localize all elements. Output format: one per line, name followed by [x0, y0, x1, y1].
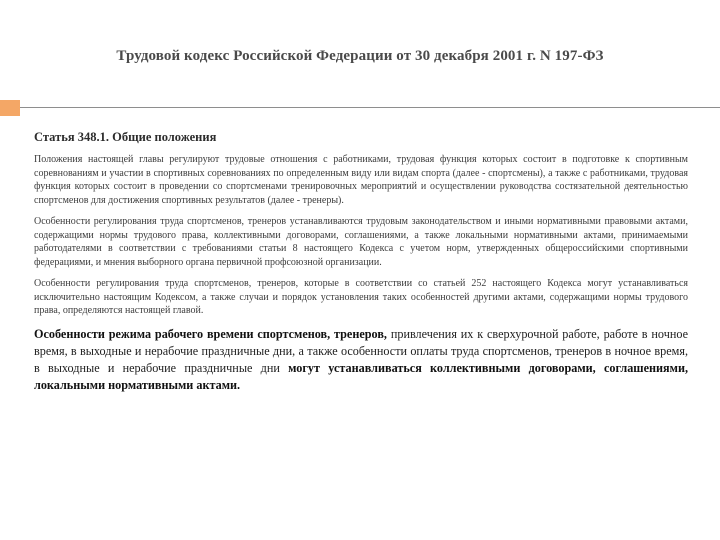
emphasis-middle: привлечения их к сверхурочной работе, работе в ночное время, в выходные и нерабочие праздничные дни, а также особенности оплаты труда спортсменов, тренеров в ночное время, в выходные и нерабочие праздничные дни [34, 326, 688, 375]
emphasis-bold-start: Особенности режима рабочего времени спортсменов, тренеров, [34, 326, 387, 341]
article-paragraph-3: Особенности регулирования труда спортсменов, тренеров, которые в соответствии со статьей 252 настоящего Кодекса могут устанавливаться исключительно настоящим Кодексом, а также случаи и порядок установления таких особенностей другими актами, содержащими нормы трудового права, определяются настоящей главой. [34, 278, 688, 316]
article-paragraph-1: Положения настоящей главы регулируют трудовые отношения с работниками, трудовая функция которых состоит в подготовке к спортивным соревнованиям и участии в спортивных соревнованиях по определенным виду или видам спорта (далее - спортсмены), а также с работниками, трудовая функция которых состоит в проведении со спортсменами тренировочных мероприятий и осуществлении руководства состязательной деятельностью спортсменов для достижения спортивных результатов (далее - тренеры). [34, 154, 688, 206]
article-paragraph-2: Особенности регулирования труда спортсменов, тренеров устанавливаются трудовым законодательством и иными нормативными правовыми актами, содержащими нормы трудового права, коллективными договорами, соглашениями, а также локальными нормативными актами, принимаемыми работодателями в соответствии с требованиями статьи 8 настоящего Кодекса с учетом норм, утвержденных общероссийскими спортивными федерациями, и мнения выборного органа первичной профсоюзной организации. [34, 216, 688, 268]
slide-title: Трудовой кодекс Российской Федерации от 30 декабря 2001 г. N 197-ФЗ [116, 48, 604, 64]
accent-bar [0, 100, 20, 116]
title-divider [20, 107, 720, 108]
article-content [34, 130, 688, 402]
emphasis-bold-end: могут устанавливаться коллективными договорами, соглашениями, локальными нормативными актами. [34, 360, 689, 392]
emphasis-paragraph [34, 326, 688, 394]
article-heading: Статья 348.1. Общие положения [34, 130, 217, 144]
